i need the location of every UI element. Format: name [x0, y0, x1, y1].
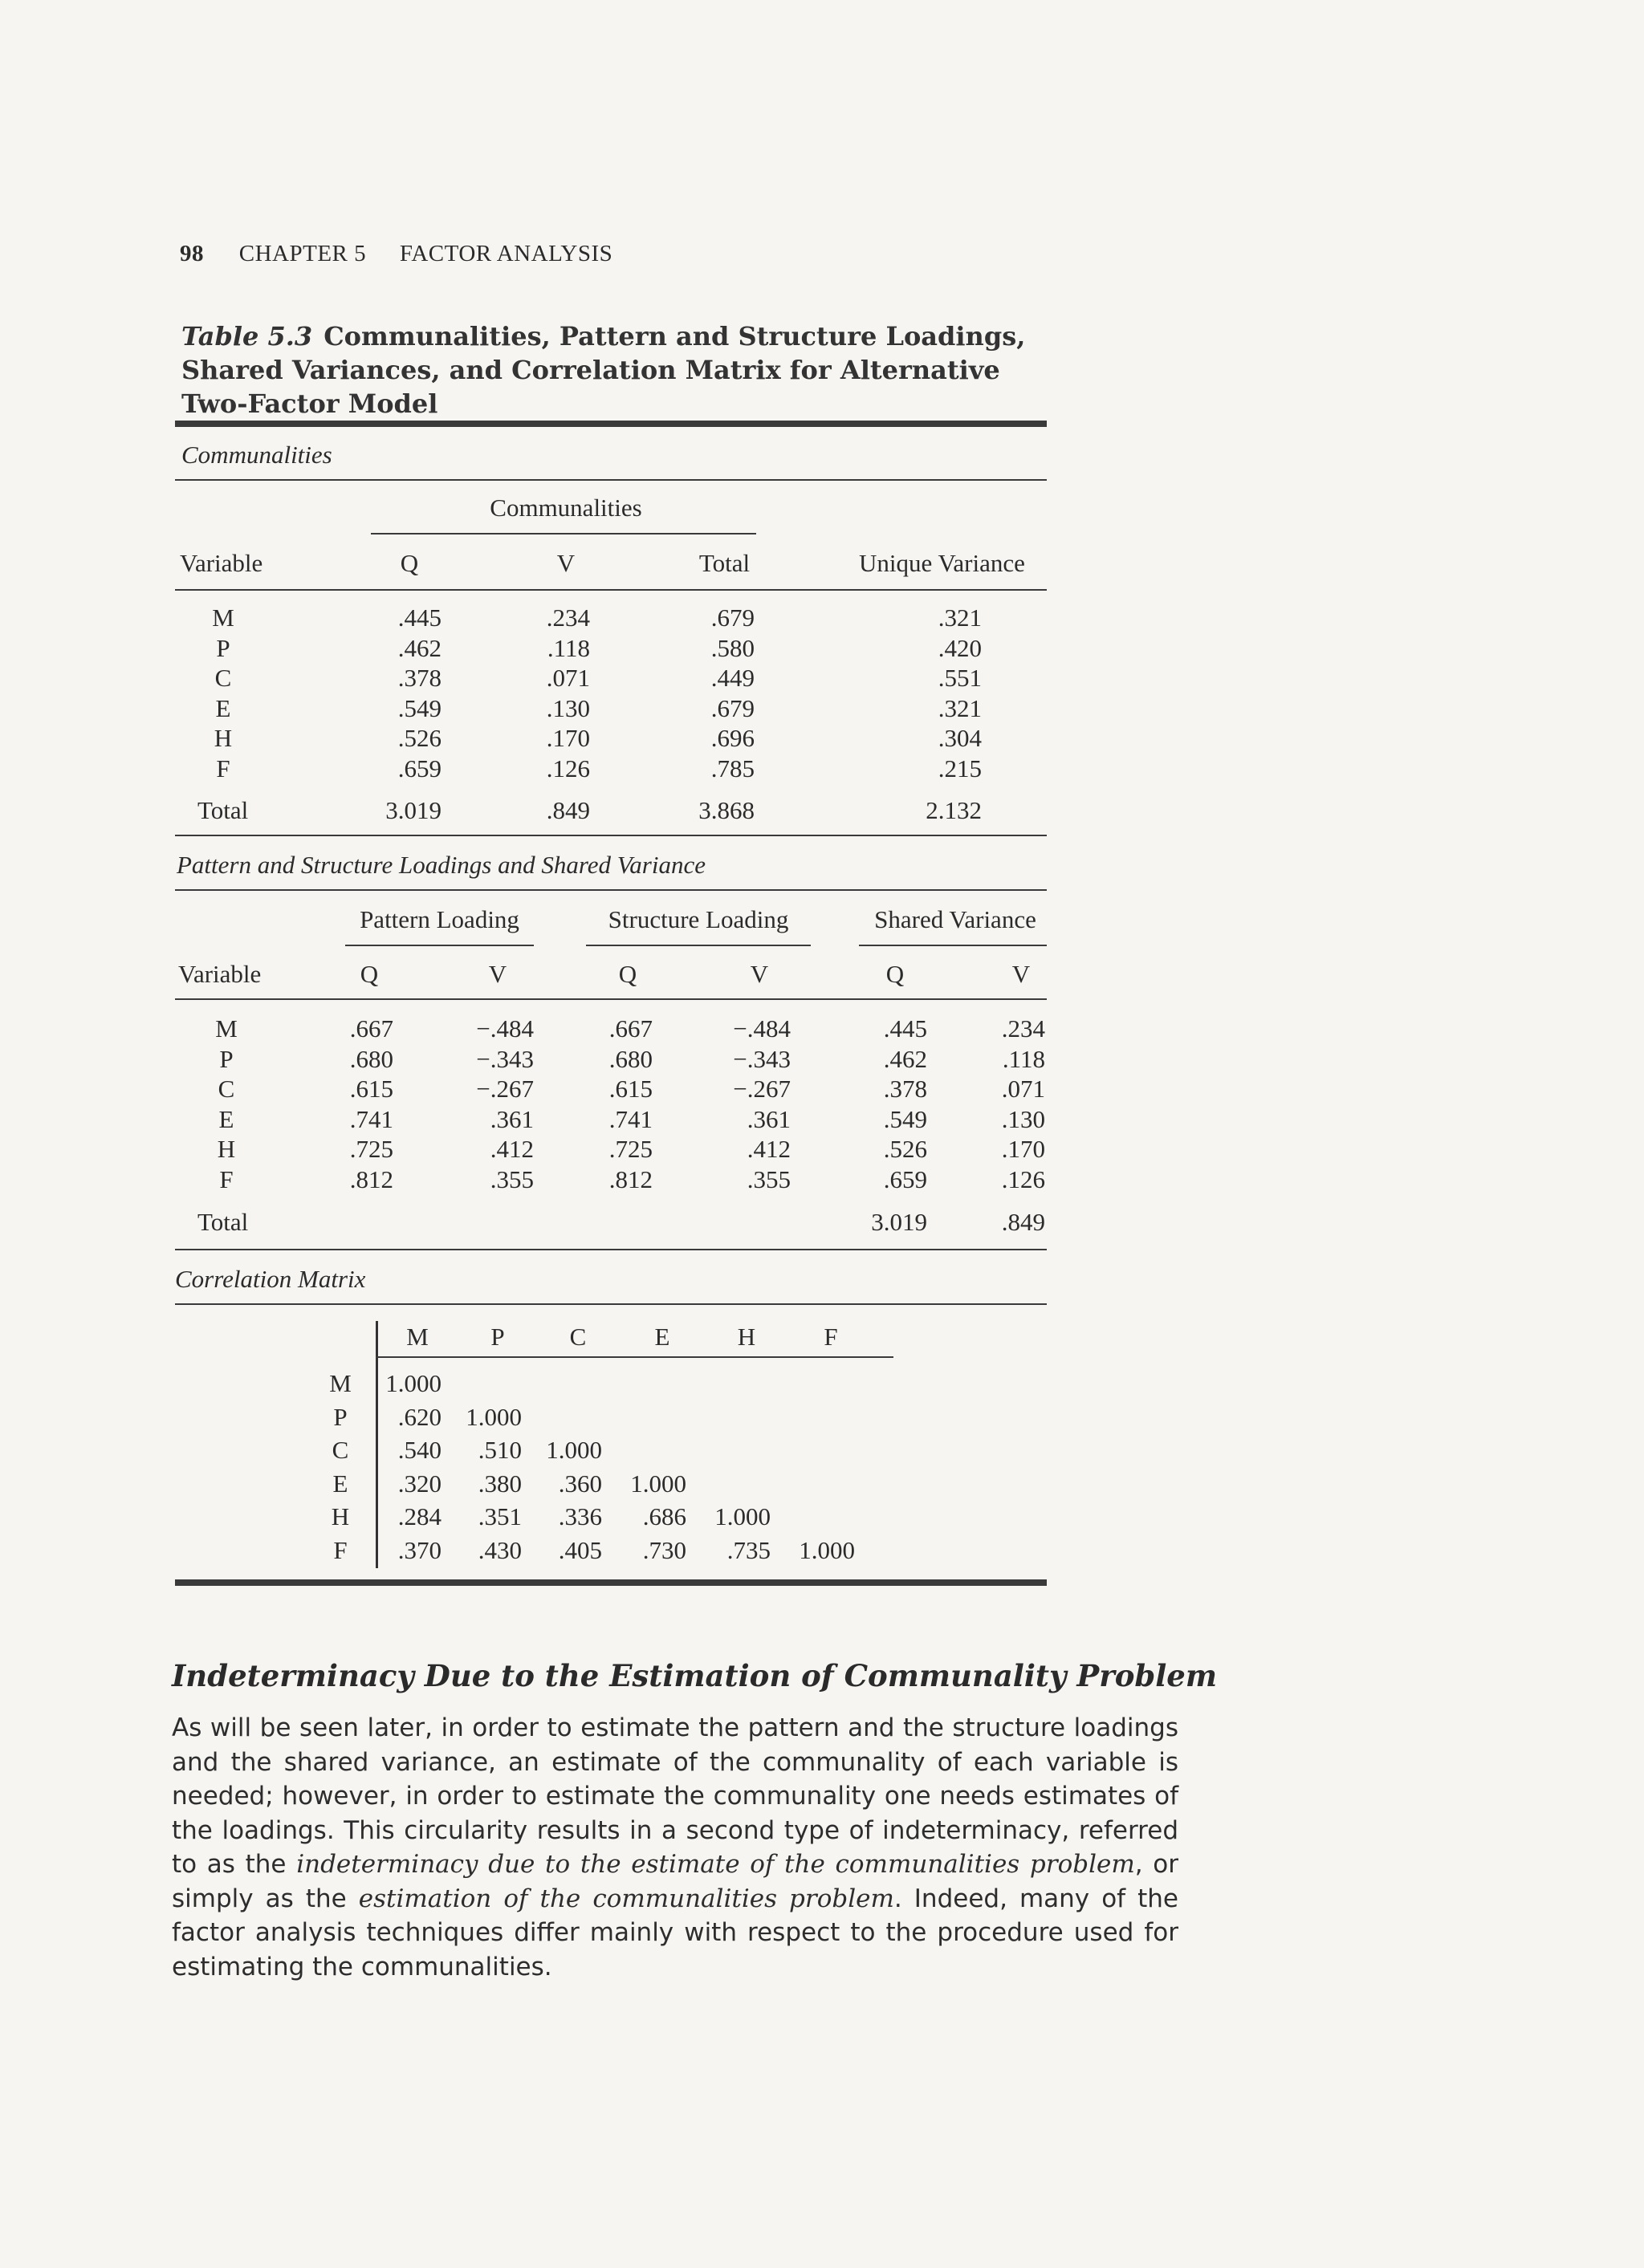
- loadings-rule: [175, 889, 1047, 891]
- structure-v: −.484: [733, 1014, 791, 1043]
- communalities-variable: H: [214, 724, 233, 752]
- correlation-cell: .686: [642, 1502, 686, 1530]
- correlation-cell: .360: [558, 1469, 602, 1498]
- pattern-q: .812: [349, 1164, 393, 1193]
- communalities-q: .378: [397, 664, 442, 692]
- loadings-col-pattern-q: Q: [360, 960, 379, 988]
- correlation-cell: .351: [478, 1502, 522, 1530]
- structure-v: .412: [747, 1135, 791, 1163]
- col-header-total: Total: [698, 549, 751, 577]
- correlation-row-label: M: [329, 1369, 352, 1397]
- correlation-section-label: Correlation Matrix: [175, 1265, 366, 1293]
- correlation-cell: .730: [642, 1535, 686, 1564]
- shared-q: .549: [883, 1104, 927, 1133]
- communalities-q: .549: [397, 693, 442, 722]
- pattern-v: .355: [490, 1164, 534, 1193]
- chapter-label: CHAPTER 5: [238, 241, 367, 266]
- communalities-unique: .321: [938, 693, 982, 722]
- correlation-row-label: P: [333, 1402, 348, 1431]
- body-paragraph: [172, 1711, 1178, 1984]
- communalities-q: .526: [397, 724, 442, 752]
- col-header-q: Q: [400, 549, 419, 577]
- communalities-bottom-rule: [175, 835, 1047, 836]
- communalities-total-total: 3.868: [698, 796, 755, 824]
- correlation-cell: .320: [397, 1469, 442, 1498]
- table-bottom-rule: [175, 1579, 1047, 1586]
- body-text-3: . Indeed, many of the factor analysis techniques differ mainly with respect to the procedure used for estimating the communalities.: [172, 1884, 1178, 1981]
- col-header-unique: Unique Variance: [859, 549, 1025, 577]
- correlation-cell: .540: [397, 1436, 442, 1464]
- page-number: 98: [180, 241, 204, 266]
- correlation-row-label: F: [333, 1535, 348, 1564]
- pattern-v: .361: [490, 1104, 534, 1133]
- pattern-q: .667: [349, 1014, 393, 1043]
- page-header: [180, 241, 612, 267]
- communalities-v: .234: [546, 604, 590, 632]
- communalities-total-q: 3.019: [385, 796, 442, 824]
- group-header-pattern: Pattern Loading: [360, 905, 519, 933]
- pattern-q: .615: [349, 1075, 393, 1103]
- communalities-unique: .551: [938, 664, 982, 692]
- correlation-row-label: E: [332, 1469, 348, 1498]
- shared-v: .170: [1001, 1135, 1045, 1163]
- pattern-v: .412: [490, 1135, 534, 1163]
- communalities-unique: .304: [938, 724, 982, 752]
- loadings-variable: M: [215, 1014, 238, 1043]
- correlation-cell: .336: [558, 1502, 602, 1530]
- group-header-shared: Shared Variance: [874, 905, 1036, 933]
- loadings-col-structure-v: V: [750, 960, 769, 988]
- communalities-variable: P: [216, 633, 230, 662]
- chapter-title: FACTOR ANALYSIS: [399, 241, 613, 266]
- correlation-cell: 1.000: [385, 1369, 442, 1397]
- correlation-cell: .284: [397, 1502, 442, 1530]
- communalities-total: .580: [710, 633, 755, 662]
- communalities-rule: [175, 479, 1047, 481]
- communalities-variable: E: [215, 693, 231, 722]
- shared-q: .378: [883, 1075, 927, 1103]
- structure-v: −.343: [733, 1044, 791, 1073]
- shared-q: .462: [883, 1044, 927, 1073]
- correlation-row-label: C: [332, 1436, 349, 1464]
- communalities-unique: .420: [938, 633, 982, 662]
- shared-q: .659: [883, 1164, 927, 1193]
- communalities-variable: M: [212, 604, 234, 632]
- communalities-header-rule: [175, 589, 1047, 591]
- loadings-col-pattern-v: V: [488, 960, 507, 988]
- correlation-cell: .510: [478, 1436, 522, 1464]
- body-text-2: , or simply as the: [172, 1850, 1178, 1913]
- table-caption: Communalities, Pattern and Structure Loadings, Shared Variances, and Correlation Matrix for Alternative Two-Factor Model: [181, 321, 1026, 419]
- loadings-variable: C: [218, 1075, 235, 1103]
- communalities-variable: C: [214, 664, 232, 692]
- communalities-section-label: Communalities: [181, 441, 332, 469]
- loadings-col-shared-v: V: [1011, 960, 1031, 988]
- structure-q: .615: [608, 1075, 653, 1103]
- correlation-cell: .380: [478, 1469, 522, 1498]
- correlation-cell: .430: [478, 1535, 522, 1564]
- loadings-variable: E: [218, 1104, 234, 1133]
- correlation-cell: 1.000: [546, 1436, 602, 1464]
- loadings-bottom-rule: [175, 1249, 1047, 1250]
- group-header-structure: Structure Loading: [608, 905, 789, 933]
- pattern-q: .680: [349, 1044, 393, 1073]
- communalities-v: .170: [546, 724, 590, 752]
- correlation-col-header: E: [654, 1323, 670, 1351]
- communalities-q: .462: [397, 633, 442, 662]
- structure-q: .667: [608, 1014, 653, 1043]
- correlation-cell: 1.000: [799, 1535, 855, 1564]
- structure-q: .812: [608, 1164, 653, 1193]
- correlation-col-header: M: [406, 1323, 429, 1351]
- correlation-cell: 1.000: [466, 1402, 522, 1431]
- pattern-group-rule: [345, 945, 534, 946]
- structure-v: .361: [747, 1104, 791, 1133]
- correlation-rule: [175, 1303, 1047, 1305]
- pattern-q: .725: [349, 1135, 393, 1163]
- shared-v: .234: [1001, 1014, 1045, 1043]
- pattern-v: −.343: [476, 1044, 534, 1073]
- communalities-total: .449: [710, 664, 755, 692]
- communalities-total-label: Total: [197, 796, 249, 824]
- structure-q: .741: [608, 1104, 653, 1133]
- pattern-q: .741: [349, 1104, 393, 1133]
- shared-v: .126: [1001, 1164, 1045, 1193]
- communalities-unique: .321: [938, 604, 982, 632]
- structure-q: .680: [608, 1044, 653, 1073]
- communalities-group-header: Communalities: [490, 494, 642, 522]
- correlation-col-header: P: [490, 1323, 505, 1351]
- communalities-q: .659: [397, 754, 442, 782]
- pattern-v: −.484: [476, 1014, 534, 1043]
- correlation-cell: .735: [726, 1535, 771, 1564]
- communalities-total: .679: [710, 604, 755, 632]
- communalities-total: .785: [710, 754, 755, 782]
- communalities-v: .126: [546, 754, 590, 782]
- col-header-variable: Variable: [180, 549, 263, 577]
- loadings-variable: P: [219, 1044, 234, 1073]
- structure-group-rule: [586, 945, 811, 946]
- correlation-row-label: H: [331, 1502, 350, 1530]
- communalities-v: .130: [546, 693, 590, 722]
- correlation-cell: .620: [397, 1402, 442, 1431]
- communalities-total-unique: 2.132: [926, 796, 982, 824]
- shared-total-v: .849: [1001, 1208, 1045, 1236]
- section-heading: Indeterminacy Due to the Estimation of Communality Problem: [172, 1658, 1217, 1693]
- pattern-v: −.267: [476, 1075, 534, 1103]
- correlation-col-header: H: [737, 1323, 756, 1351]
- communalities-unique: .215: [938, 754, 982, 782]
- shared-q: .445: [883, 1014, 927, 1043]
- loadings-col-shared-q: Q: [885, 960, 905, 988]
- correlation-cell: 1.000: [630, 1469, 686, 1498]
- loadings-total-label: Total: [197, 1208, 249, 1236]
- correlation-cell: .405: [558, 1535, 602, 1564]
- correlation-col-header: F: [824, 1323, 838, 1351]
- correlation-cell: 1.000: [714, 1502, 771, 1530]
- body-emphasis-2: estimation of the communalities problem: [358, 1884, 894, 1913]
- loadings-variable: F: [219, 1164, 234, 1193]
- shared-v: .071: [1001, 1075, 1045, 1103]
- correlation-col-header: C: [569, 1323, 587, 1351]
- correlation-header-rule: [376, 1356, 893, 1358]
- loadings-variable: H: [217, 1135, 236, 1163]
- shared-v: .130: [1001, 1104, 1045, 1133]
- loadings-section-label: Pattern and Structure Loadings and Shared Variance: [177, 851, 706, 879]
- loadings-col-structure-q: Q: [618, 960, 637, 988]
- shared-q: .526: [883, 1135, 927, 1163]
- communalities-q: .445: [397, 604, 442, 632]
- structure-v: .355: [747, 1164, 791, 1193]
- loadings-header-rule: [175, 998, 1047, 1000]
- table-top-rule: [175, 421, 1047, 427]
- communalities-variable: F: [216, 754, 230, 782]
- communalities-total-v: .849: [546, 796, 590, 824]
- structure-v: −.267: [733, 1075, 791, 1103]
- correlation-cell: .370: [397, 1535, 442, 1564]
- structure-q: .725: [608, 1135, 653, 1163]
- body-text-1: As will be seen later, in order to estimate the pattern and the structure loadings and the shared variance, an estimate of the communality of each variable is needed; however, in order to estimate the communality one needs estimates of the loadings. This circularity results in a second type of indeterminacy, referred to as the: [172, 1713, 1178, 1879]
- communalities-v: .118: [547, 633, 590, 662]
- table-label: Table 5.3: [181, 321, 313, 352]
- shared-group-rule: [859, 945, 1047, 946]
- communalities-v: .071: [546, 664, 590, 692]
- col-header-v: V: [556, 549, 576, 577]
- shared-v: .118: [1002, 1044, 1045, 1073]
- shared-total-q: 3.019: [871, 1208, 927, 1236]
- communalities-group-rule: [371, 533, 756, 534]
- table-title: [181, 319, 1072, 421]
- communalities-total: .696: [710, 724, 755, 752]
- loadings-col-variable: Variable: [178, 960, 262, 988]
- body-emphasis-1: indeterminacy due to the estimate of the communalities problem: [296, 1850, 1135, 1879]
- communalities-total: .679: [710, 693, 755, 722]
